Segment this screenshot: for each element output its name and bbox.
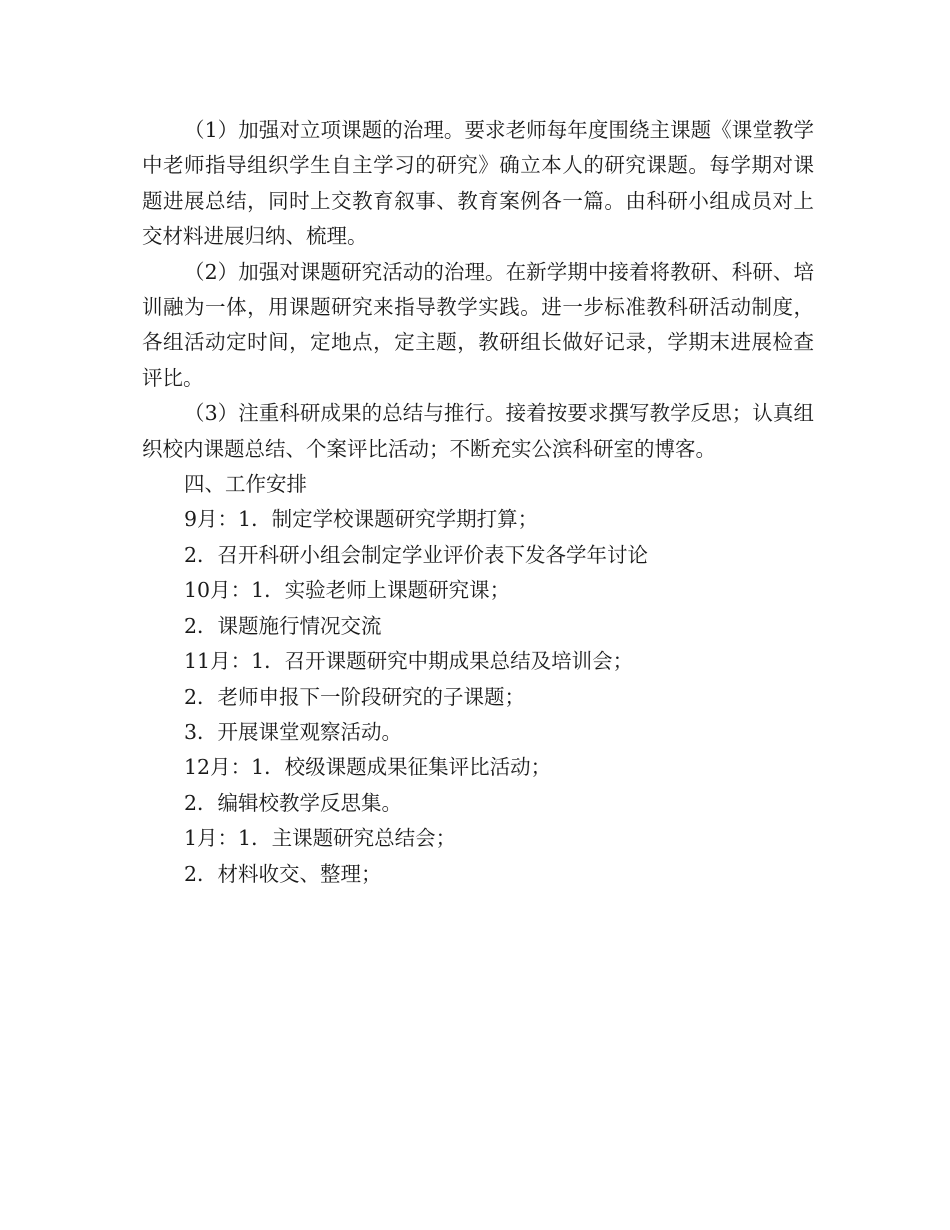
- schedule-line: 1月：1．主课题研究总结会；: [184, 826, 457, 851]
- schedule-line: 2．老师申报下一阶段研究的子课题；: [184, 684, 526, 709]
- paragraph-research-results: （3）注重科研成果的总结与推行。接着按要求撰写教学反思；认真组织校内课题总结、个案评比活动；不断充实公滨科研室的博客。: [142, 401, 814, 461]
- schedule-line: 2．召开科研小组会制定学业评价表下发各学年讨论: [184, 542, 649, 567]
- paragraph-research-activities: （2）加强对课题研究活动的治理。在新学期中接着将教研、科研、培训融为一体，用课题研究来指导教学实践。进一步标准教科研活动制度，各组活动定时间，定地点，定主题，教研组长做好记录，学期末进展检查评比。: [142, 259, 814, 390]
- schedule-line: 2．编辑校教学反思集。: [184, 790, 403, 815]
- section-heading-work-schedule: 四、工作安排: [184, 472, 307, 497]
- schedule-line: 2．材料收交、整理；: [184, 861, 382, 886]
- schedule-line: 3．开展课堂观察活动。: [184, 719, 403, 744]
- schedule-line: 2．课题施行情况交流: [184, 613, 382, 638]
- schedule-line: 11月：1．召开课题研究中期成果总结及培训会；: [184, 649, 634, 674]
- schedule-line: 9月：1．制定学校课题研究学期打算；: [184, 507, 539, 532]
- schedule-line: 10月：1．实验老师上课题研究课；: [184, 578, 511, 603]
- paragraph-topic-management: （1）加强对立项课题的治理。要求老师每年度围绕主课题《课堂教学中老师指导组织学生自主学习的研究》确立本人的研究课题。每学期对课题进展总结，同时上交教育叙事、教育案例各一篇。由科研小组成员对上交材料进展归纳、梳理。: [142, 118, 814, 249]
- schedule-line: 12月：1．校级课题成果征集评比活动；: [184, 755, 552, 780]
- document-body: [142, 113, 814, 892]
